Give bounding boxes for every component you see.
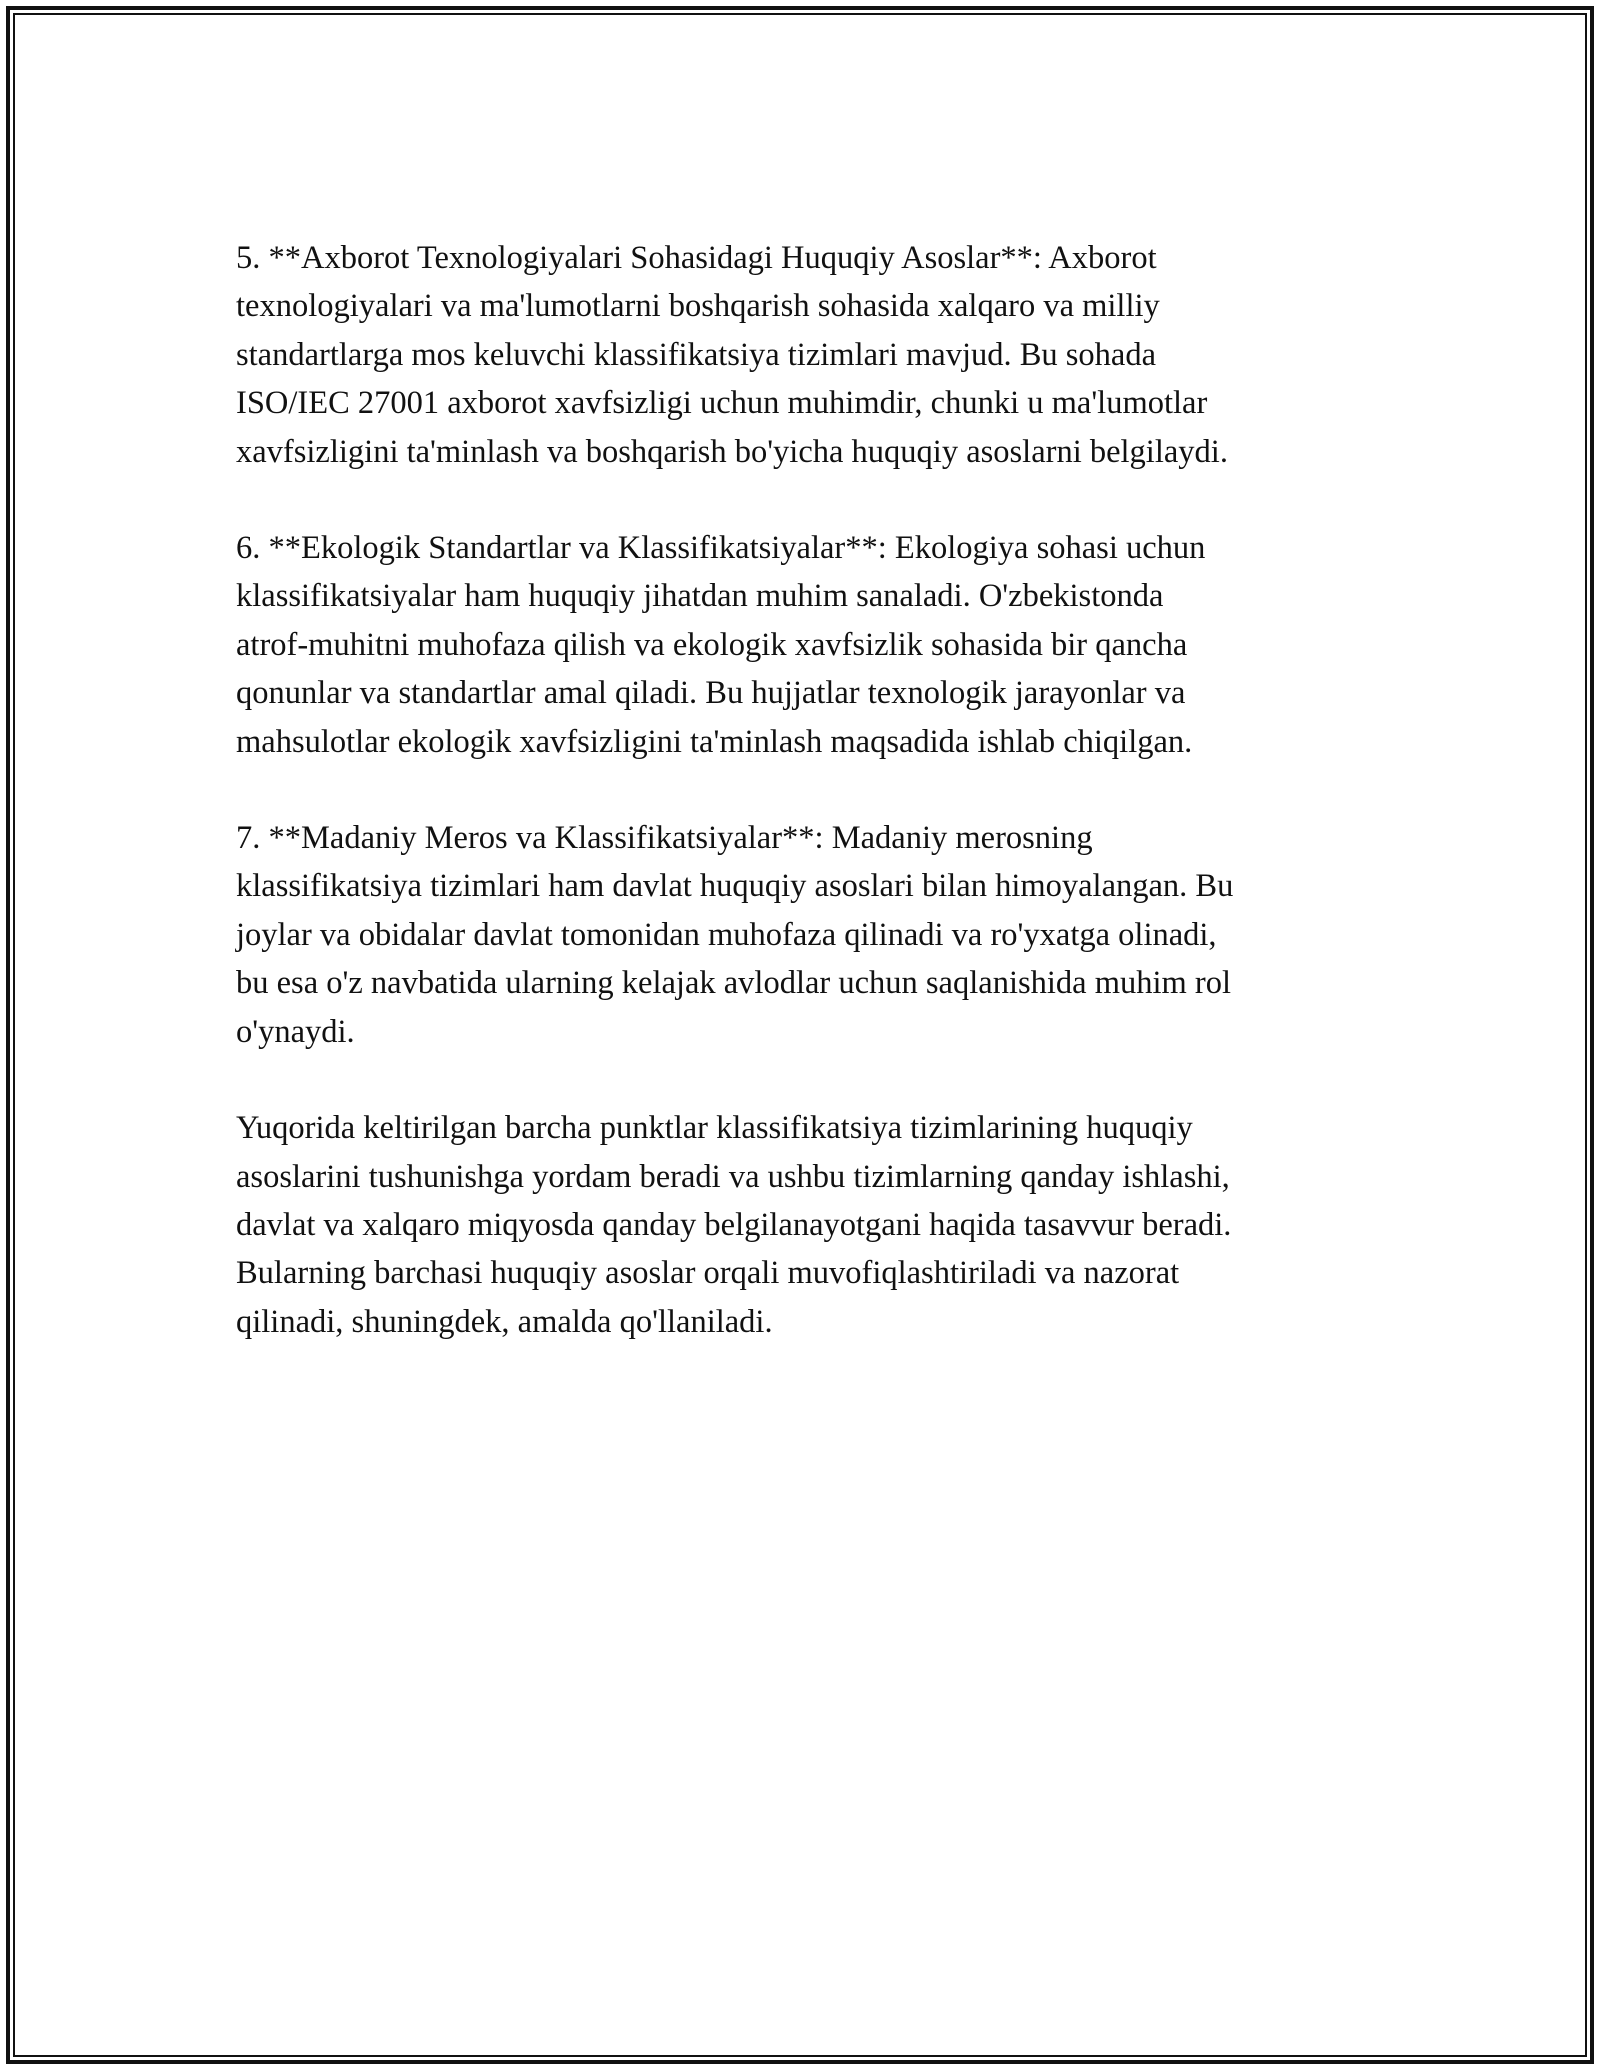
text-line: ISO/IEC 27001 axborot xavfsizligi uchun muhimdir, chunki u ma'lumotlar: [236, 385, 1208, 422]
text-line: qonunlar va standartlar amal qiladi. Bu hujjatlar texnologik jarayonlar va: [236, 675, 1186, 712]
text-line: bu esa o'z navbatida ularning kelajak avlodlar uchun saqlanishida muhim rol: [236, 965, 1232, 1002]
text-line: klassifikatsiya tizimlari ham davlat huquqiy asoslari bilan himoyalangan. Bu: [236, 868, 1234, 905]
text-line: Yuqorida keltirilgan barcha punktlar klassifikatsiya tizimlarining huquqiy: [236, 1110, 1193, 1147]
paragraph-summary: [236, 1104, 1376, 1346]
text-line: standartlarga mos keluvchi klassifikatsiya tizimlari mavjud. Bu sohada: [236, 336, 1157, 373]
text-line: joylar va obidalar davlat tomonidan muhofaza qilinadi va ro'yxatga olinadi,: [236, 916, 1217, 953]
text-line: mahsulotlar ekologik xavfsizligini ta'minlash maqsadida ishlab chiqilgan.: [236, 723, 1193, 760]
text-line: xavfsizligini ta'minlash va boshqarish bo'yicha huquqiy asoslarni belgilaydi.: [236, 433, 1228, 470]
paragraph-item-5: [236, 234, 1376, 476]
paragraph-item-6: [236, 524, 1376, 766]
paragraph-item-7: [236, 814, 1376, 1056]
text-line: asoslarini tushunishga yordam beradi va ushbu tizimlarning qanday ishlashi,: [236, 1158, 1230, 1195]
text-line: qilinadi, shuningdek, amalda qo'llaniladi.: [236, 1303, 773, 1340]
text-line: 7. **Madaniy Meros va Klassifikatsiyalar**: Madaniy merosning: [236, 820, 1093, 857]
text-line: klassifikatsiyalar ham huquqiy jihatdan muhim sanaladi. O'zbekistonda: [236, 578, 1164, 615]
text-line: 6. **Ekologik Standartlar va Klassifikatsiyalar**: Ekologiya sohasi uchun: [236, 530, 1206, 567]
text-line: atrof-muhitni muhofaza qilish va ekologik xavfsizlik sohasida bir qancha: [236, 626, 1188, 663]
text-line: davlat va xalqaro miqyosda qanday belgilanayotgani haqida tasavvur beradi.: [236, 1206, 1232, 1243]
text-line: 5. **Axborot Texnologiyalari Sohasidagi Huquqiy Asoslar**: Axborot: [236, 240, 1157, 276]
text-line: texnologiyalari va ma'lumotlarni boshqarish sohasida xalqaro va milliy: [236, 288, 1160, 325]
document-body: [236, 234, 1376, 1394]
text-line: Bularning barchasi huquqiy asoslar orqali muvofiqlashtiriladi va nazorat: [236, 1255, 1180, 1292]
text-line: o'ynaydi.: [236, 1013, 355, 1050]
